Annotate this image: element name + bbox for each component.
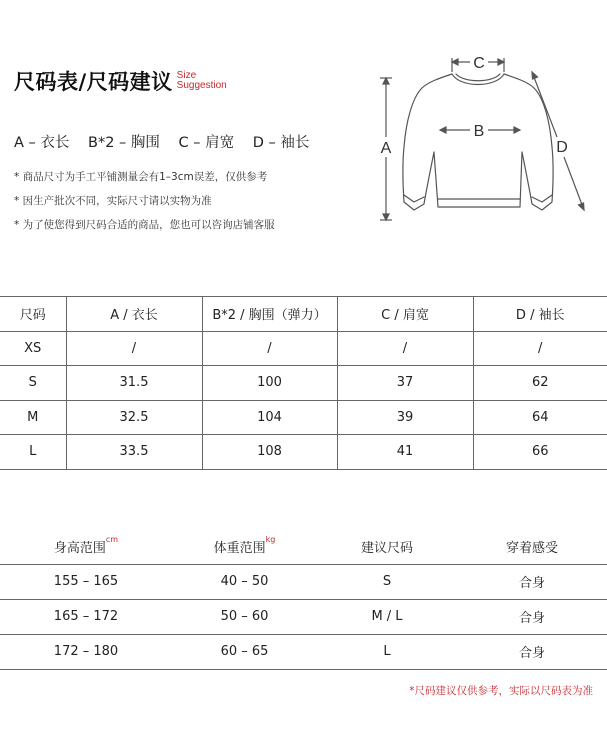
unit-kg: kg — [265, 535, 276, 545]
cell-value: 33.5 — [66, 435, 202, 470]
cell-value: 104 — [202, 400, 337, 435]
table-row — [0, 435, 607, 470]
table-row — [0, 331, 607, 366]
table-row — [0, 564, 607, 599]
cell-value: 62 — [473, 366, 607, 401]
size-table — [0, 296, 607, 470]
label-d: D — [556, 139, 568, 156]
table-header-row — [0, 297, 607, 332]
header-shoulder: C / 肩宽 — [337, 297, 473, 332]
title-main: 尺码表/尺码建议 — [14, 70, 173, 94]
cell-value: / — [202, 331, 337, 366]
header-weight: 体重范围$^{kg}$ — [172, 530, 317, 564]
table-header-row — [0, 530, 607, 564]
header-height: 身高范围$^{cm}$ — [0, 530, 172, 564]
cell-height: 165 – 172 — [0, 599, 172, 634]
cell-size: S — [317, 564, 457, 599]
garment-collar — [452, 74, 504, 85]
cell-weight: 60 – 65 — [172, 634, 317, 669]
cell-size: S — [0, 366, 66, 401]
table-row — [0, 366, 607, 401]
cell-size: M — [0, 400, 66, 435]
header-recommended-size: 建议尺码 — [317, 530, 457, 564]
page-title — [14, 66, 227, 96]
header-chest: B*2 / 胸围（弹力） — [202, 297, 337, 332]
table-row — [0, 634, 607, 669]
cell-weight: 50 – 60 — [172, 599, 317, 634]
cell-fit: 合身 — [457, 564, 607, 599]
cell-value: 41 — [337, 435, 473, 470]
header-sleeve: D / 袖长 — [473, 297, 607, 332]
title-english — [177, 71, 227, 91]
sweatshirt-diagram-icon — [370, 52, 600, 232]
legend-d: D – 袖长 — [252, 135, 310, 151]
cell-value: / — [66, 331, 202, 366]
legend-c: C – 肩宽 — [178, 135, 235, 151]
recommendation-table — [0, 530, 607, 670]
garment-outline — [403, 74, 553, 210]
label-c: C — [473, 55, 485, 72]
unit-cm: cm — [105, 535, 119, 545]
note-item: * 为了使您得到尺码合适的商品，您也可以咨询店铺客服 — [14, 219, 275, 231]
cell-value: 37 — [337, 366, 473, 401]
cell-value: 39 — [337, 400, 473, 435]
cell-value: 108 — [202, 435, 337, 470]
table-row — [0, 400, 607, 435]
cell-size: XS — [0, 331, 66, 366]
cell-value: 31.5 — [66, 366, 202, 401]
note-item: * 因生产批次不同，实际尺寸请以实物为准 — [14, 195, 212, 207]
header-fit: 穿着感受 — [457, 530, 607, 564]
cell-size: L — [0, 435, 66, 470]
notes — [14, 170, 275, 242]
cell-height: 155 – 165 — [0, 564, 172, 599]
cell-weight: 40 – 50 — [172, 564, 317, 599]
header-length: A / 衣长 — [66, 297, 202, 332]
cell-value: 32.5 — [66, 400, 202, 435]
cell-value: 100 — [202, 366, 337, 401]
cell-value: 64 — [473, 400, 607, 435]
cell-height: 172 – 180 — [0, 634, 172, 669]
header-size: 尺码 — [0, 297, 66, 332]
cell-value: 66 — [473, 435, 607, 470]
cell-size: L — [317, 634, 457, 669]
title-english-line2: Suggestion — [176, 80, 227, 91]
label-a: A — [380, 140, 392, 157]
footer-note: *尺码建议仅供参考，实际以尺码表为准 — [409, 685, 593, 697]
table-row — [0, 599, 607, 634]
cell-size: M / L — [317, 599, 457, 634]
legend-b: B*2 – 胸围 — [88, 135, 160, 151]
title-english-line1: Size — [176, 70, 197, 81]
note-item: * 商品尺寸为手工平铺测量会有1–3cm误差，仅供参考 — [14, 171, 268, 183]
label-b: B — [473, 123, 485, 140]
cell-value: / — [473, 331, 607, 366]
legend-a: A – 衣长 — [14, 135, 70, 151]
cell-fit: 合身 — [457, 634, 607, 669]
cell-value: / — [337, 331, 473, 366]
measurement-legend — [14, 131, 323, 152]
cell-fit: 合身 — [457, 599, 607, 634]
